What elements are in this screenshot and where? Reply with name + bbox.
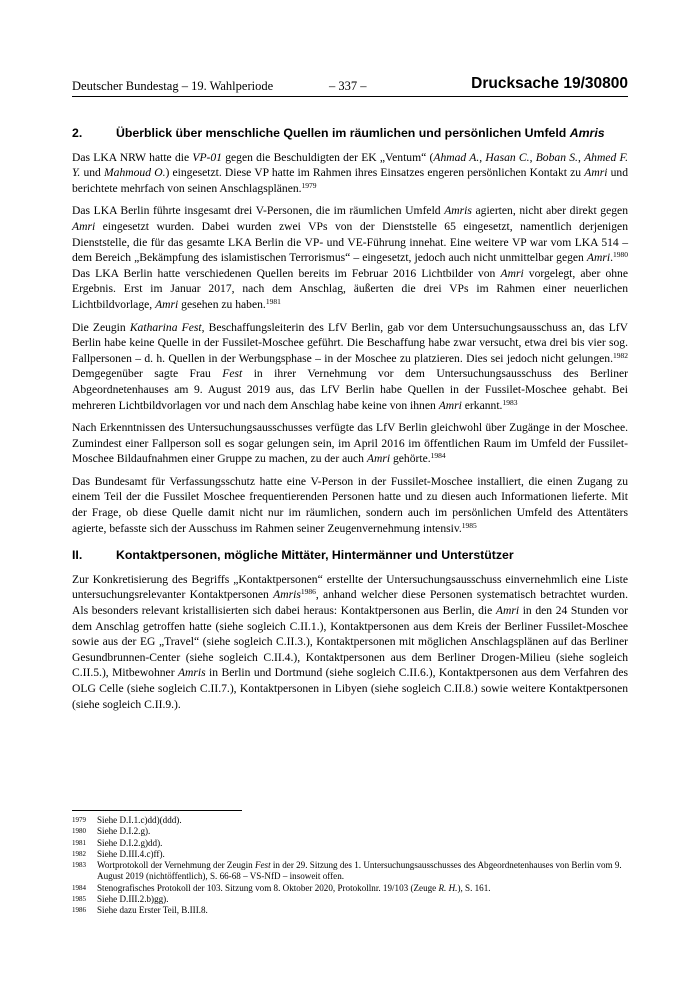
footnote	[72, 860, 628, 883]
section-title: Kontaktpersonen, mögliche Mittäter, Hintermänner und Unterstützer	[116, 548, 514, 563]
paragraph-5: Das Bundesamt für Verfassungsschutz hatte eine V-Person in der Fussilet-Moschee installiert, die einen Zugang zu einem Teil der die Fussilet Moschee frequentierenden Personen hatte und zu diesen auch Informationen lieferte. Mit der Frage, ob diese Quelle damit nicht nur im räumlichen, sondern auch im persönlichen Umfeld des Attentäters agierte, befasste sich der Ausschuss im Rahmen seiner Zeugenvernehmung intensiv.$^{1985}$	[72, 474, 628, 535]
footnote-ref[interactable]: 1980	[613, 250, 628, 260]
paragraph-2: Das LKA Berlin führte insgesamt drei V-Personen, die im räumlichen Umfeld Amris agierten, nicht aber direkt gegen Amri eingesetzt wurden. Dabei wurden zwei VPs von der Dienststelle 65 eingesetzt, namentlich derjenigen Dienststelle, die für das gesamte LKA Berlin die VP- und VE-Führung innehat. Eine weitere VP war vom LKA 514 – dem Bereich „Bekämpfung des islamistischen Terrorismus“ – eingesetzt, jedoch auch nicht unmittelbar gegen Amri.$^{1980}$ Das LKA Berlin hatte verschiedenen Quellen bereits im Februar 2016 Lichtbilder von Amri vorgelegt, aber ohne Ergebnis. Erst im Januar 2017, nach dem Anschlag, äußerten die drei VPs im Rahmen einer neuerlichen Lichtbildvorlage, Amri gesehen zu haben.$^{1981}$	[72, 204, 628, 311]
document-body	[72, 126, 628, 719]
section-heading-2	[72, 126, 628, 142]
section-title: Überblick über menschliche Quellen im räumlichen und persönlichen Umfeld Amris	[116, 126, 605, 140]
section-number: II.	[72, 548, 83, 563]
footnote-number: 1986	[72, 906, 86, 915]
footnote	[72, 883, 628, 894]
drucksache-id: 30800	[584, 75, 628, 92]
footnote-ref[interactable]: 1979	[301, 180, 317, 190]
footnote-ref[interactable]: 1984	[430, 451, 446, 461]
footnote-text: Siehe D.I.2.g)dd).	[97, 837, 163, 848]
footnote	[72, 815, 628, 826]
footnote-text: Stenografisches Protokoll der 103. Sitzung vom 8. Oktober 2020, Protokollnr. 19/103 (Zeuge R. H.), S. 161.	[97, 882, 491, 893]
paragraph-1: Das LKA NRW hatte die VP-01 gegen die Beschuldigten der EK „Ventum“ (Ahmad A., Hasan C., Boban S., Ahmed F. Y. und Mahmoud O.) eingesetzt. Diese VP hatte im Rahmen ihres Einsatzes engeren persönlichen Kontakt zu Amri und berichtete mehrfach von seinen Anschlagsplänen.$^{1979}$	[72, 150, 629, 195]
page-number: – 337 –	[329, 79, 367, 93]
header-parliament: Deutscher Bundestag – 19. Wahlperiode	[72, 79, 274, 93]
footnote-ref[interactable]: 1985	[461, 520, 477, 530]
footnote-number: 1983	[72, 861, 86, 870]
section-number: 2.	[72, 126, 83, 140]
footnote-text: Siehe D.III.2.b)gg).	[97, 894, 169, 905]
footnote-number: 1979	[72, 816, 86, 824]
page-header	[72, 75, 628, 97]
section-heading-ii	[72, 548, 628, 564]
drucksache-number	[471, 75, 628, 93]
footnote	[72, 826, 628, 837]
paragraph-4: Nach Erkenntnissen des Untersuchungsausschusses verfügte das LfV Berlin gleichwohl über Zugänge in der Moschee. Zumindest einer Fallperson soll es sogar gelungen sein, im April 2016 im öffentlichen Raum im Umfeld der Fussilet-Moschee Bildaufnahmen einer Gruppe zu machen, zu der auch Amri gehörte.$^{1984}$	[72, 421, 628, 466]
paragraph-3: Die Zeugin Katharina Fest, Beschaffungsleiterin des LfV Berlin, gab vor dem Untersuchungsausschuss an, das LfV Berlin habe keine Quelle in der Fussilet-Moschee geführt. Die Beschaffung habe zwar versucht, etwa drei bis vier sog. Fallpersonen – d. h. Quellen in der Werbungsphase – in der Moschee zu platzieren. Dies sei jedoch nicht gelungen.$^{1982}$ Demgegenüber sagte Frau Fest in ihrer Vernehmung vor dem Untersuchungsausschuss des Berliner Abgeordnetenhauses am 9. August 2019 aus, das LfV Berlin habe Quellen in der Fussilet-Moschee gehabt. Bei mehreren Lichtbildvorlagen vor und nach dem Anschlag habe keine von ihnen Amri erkannt.$^{1983}$	[72, 320, 629, 412]
footnote-ref[interactable]: 1986	[300, 587, 316, 597]
footnote-text: Siehe D.I.1.c)dd)(ddd).	[97, 815, 182, 825]
drucksache-label: Drucksache 19/	[471, 75, 585, 92]
footnote-separator	[72, 810, 242, 811]
footnote	[72, 849, 628, 860]
footnote-text: Siehe D.I.2.g).	[97, 826, 151, 837]
footnote-number: 1980	[72, 827, 86, 836]
footnote-text: Wortprotokoll der Vernehmung der Zeugin Fest in der 29. Sitzung des 1. Untersuchungsausschusses des Abgeordnetenhauses von Berlin vom 9. August 2019 (nichtöffentlich), S. 66-68 – VS-NfD – insoweit offen.	[97, 860, 622, 882]
paragraph-6: Zur Konkretisierung des Begriffs „Kontaktpersonen“ erstellte der Untersuchungsausschuss einvernehmlich eine Liste untersuchungsrelevanter Kontaktpersonen Amris$^{1986}$, anhand welcher diese Personen systematisch betrachtet wurden. Als besonders relevant kristallisierten sich dabei heraus: Kontaktpersonen aus Berlin, die Amri in den 24 Stunden vor dem Anschlag getroffen hatte (siehe sogleich C.II.1.), Kontaktpersonen aus dem Kreis der Berliner Fussilet-Moschee sowie aus der EG „Travel“ (siehe sogleich C.II.3.), Kontaktpersonen mit möglichen Anschlagsplänen auf das Berliner Gesundbrunnen-Center (siehe sogleich C.II.4.), Kontaktpersonen aus dem Berliner Drogen-Milieu (siehe sogleich C.II.5.), Mitbewohner Amris in Berlin und Dortmund (siehe sogleich C.II.6.), Kontaktpersonen aus dem Verfahren des OLG Celle (siehe sogleich C.II.7.), Kontaktpersonen in Libyen (siehe sogleich C.II.8.) sowie weitere Kontaktpersonen (siehe sogleich C.II.9.).	[72, 572, 628, 711]
footnote	[72, 894, 628, 905]
footnote-number: 1982	[72, 849, 86, 858]
footnote-ref[interactable]: 1983	[502, 397, 518, 407]
footnote-ref[interactable]: 1982	[613, 350, 628, 360]
footnote-text: Siehe D.III.4.c)ff).	[97, 848, 165, 859]
footnote	[72, 905, 628, 916]
footnote-number: 1985	[72, 895, 86, 904]
footnote-ref[interactable]: 1981	[265, 296, 281, 306]
footnote-number: 1984	[72, 883, 86, 892]
footnote	[72, 838, 628, 849]
footnotes	[72, 815, 628, 917]
footnote-number: 1981	[72, 838, 86, 847]
footnote-text: Siehe dazu Erster Teil, B.III.8.	[97, 905, 208, 916]
